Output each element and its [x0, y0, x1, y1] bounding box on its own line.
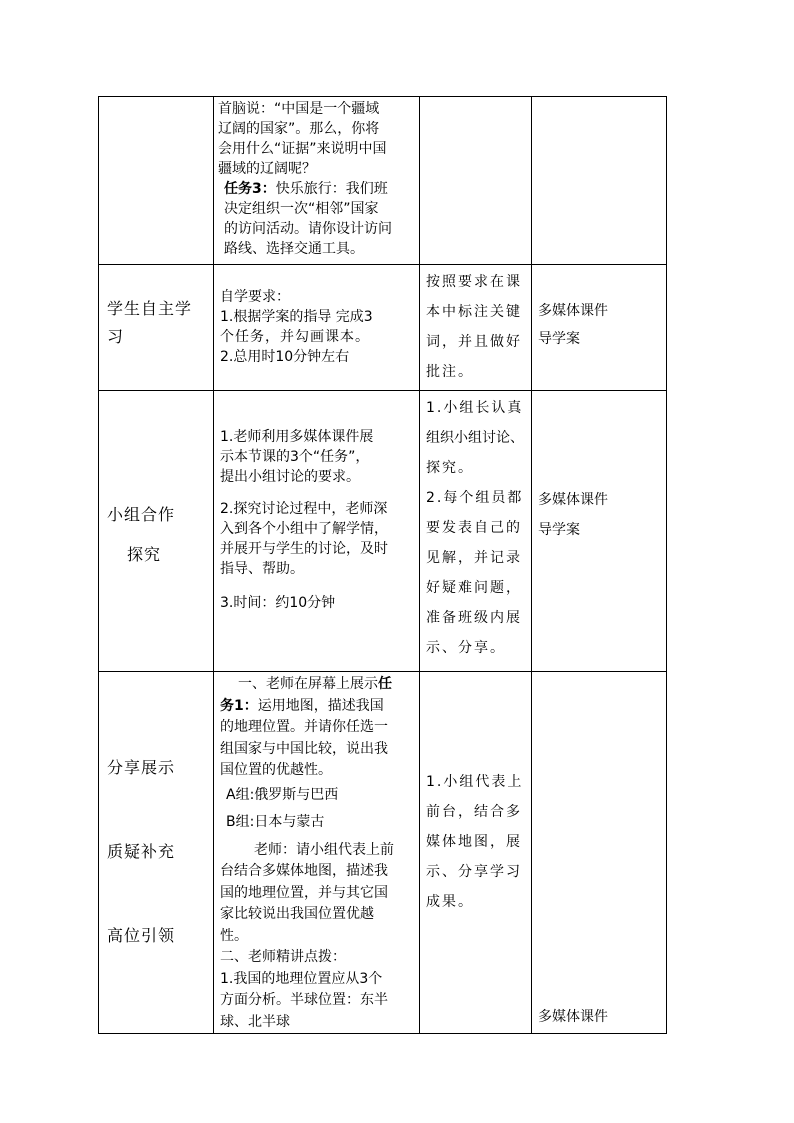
- row4-line: A组:俄罗斯与巴西: [226, 786, 339, 803]
- table-row: [99, 265, 667, 391]
- row3-line: 3.时间：约10分钟: [220, 595, 336, 611]
- row4-line: B组:日本与蒙古: [226, 813, 325, 830]
- resource-item: 多媒体课件: [538, 492, 608, 508]
- lesson-plan-table: [98, 96, 667, 1034]
- row4-col3-line: 成果。: [426, 894, 474, 910]
- row2-line: 2.总用时10分钟左右: [220, 349, 350, 365]
- row3-line: 1.老师利用多媒体课件展: [220, 429, 374, 445]
- row1-line: 的访问活动。请你设计访问: [224, 221, 392, 237]
- row3-line: 示本节课的3个“任务”，: [220, 449, 370, 465]
- row2-col1: [99, 265, 214, 391]
- row1-col3: [420, 97, 532, 265]
- row3-col3-line: 组织小组讨论、: [426, 430, 524, 446]
- row3-col3-line: 探究。: [426, 460, 474, 476]
- row-label: 高位引领: [107, 926, 176, 945]
- row2-col3-line: 词，并且做好: [426, 334, 522, 350]
- row2-col3-line: 本中标注关键: [426, 304, 522, 320]
- row4-col3: [420, 672, 532, 1034]
- table-row: [99, 391, 667, 672]
- table-row: [99, 97, 667, 265]
- row4-col3-line: 媒体地图，展: [426, 834, 522, 850]
- row2-col4: [532, 265, 667, 391]
- row3-col3-line: 好疑难问题，: [426, 580, 522, 596]
- resource-item: 导学案: [538, 522, 580, 538]
- row-label: 学生自主学: [107, 299, 193, 318]
- row3-col3: [420, 391, 532, 672]
- resource-item: 多媒体课件: [538, 303, 608, 319]
- row2-line: 自学要求：: [220, 289, 290, 305]
- row4-line: 台结合多媒体地图，描述我: [220, 863, 388, 879]
- row4-col1: [99, 672, 214, 1034]
- row3-col4: [532, 391, 667, 672]
- row4-line: 方面分析。半球位置：东半: [220, 992, 388, 1008]
- row3-col3-line: 见解，并记录: [426, 550, 522, 566]
- table-row: [99, 672, 667, 1034]
- row4-line: 老师：请小组代表上前: [254, 841, 394, 858]
- task1-label-b: 务1：: [220, 697, 258, 714]
- row3-col2: [214, 391, 420, 672]
- row4-line: 二、老师精讲点拨：: [220, 949, 346, 965]
- row4-line: 的地理位置。并请你任选一: [220, 719, 388, 735]
- row3-col3-line: 示、分享。: [426, 640, 506, 656]
- row-label: 探究: [127, 545, 162, 564]
- row4-line: 组国家与中国比较，说出我: [220, 740, 388, 757]
- row3-line: 入到各个小组中了解学情，: [220, 521, 388, 537]
- row4-line: 家比较说出我国位置优越: [220, 906, 374, 922]
- row-label: 习: [107, 327, 125, 346]
- row4-line: 球、北半球: [220, 1013, 290, 1030]
- row-label: 质疑补充: [107, 842, 176, 861]
- row1-line: 路线、选择交通工具。: [224, 241, 364, 257]
- row1-line: 会用什么“证据”来说明中国: [218, 141, 387, 157]
- row2-line: 个任务，并勾画课本。: [220, 329, 370, 345]
- row1-line: 快乐旅行：我们班: [275, 181, 388, 197]
- row4-col4: [532, 672, 667, 1034]
- row3-line: 并展开与学生的讨论，及时: [220, 541, 388, 557]
- row4-line: 国的地理位置，并与其它国: [220, 884, 388, 901]
- row3-col3-line: 2.每个组员都: [426, 490, 524, 506]
- row2-col3-line: 按照要求在课: [426, 274, 522, 290]
- row1-line: 辽阔的国家”。那么，你将: [218, 121, 380, 137]
- row3-line: 提出小组讨论的要求。: [220, 469, 360, 485]
- row4-line: 国位置的优越性。: [220, 762, 332, 778]
- row4-line: 运用地图，描述我国: [257, 697, 384, 714]
- row2-col3-line: 批注。: [426, 364, 474, 380]
- row4-col2: [214, 672, 420, 1034]
- row3-line: 2.探究讨论过程中，老师深: [220, 501, 388, 517]
- row2-line: 1.根据学案的指导 完成3: [220, 309, 373, 325]
- row4-col3-line: 前台，结合多: [426, 804, 522, 820]
- row1-col1: [99, 97, 214, 265]
- row4-line: 1.我国的地理位置应从3个: [220, 970, 383, 987]
- row3-col3-line: 1.小组长认真: [426, 400, 524, 416]
- row2-col3: [420, 265, 532, 391]
- row3-col3-line: 准备班级内展: [426, 610, 522, 626]
- task3-label: 任务3：: [224, 181, 276, 197]
- task1-label-a: 任: [378, 676, 392, 692]
- row4-line: 性。: [220, 927, 248, 944]
- row2-col2: [214, 265, 420, 391]
- row4-line: 一、老师在屏幕上展示: [238, 676, 378, 692]
- resource-item: 导学案: [538, 331, 580, 347]
- row4-col3-line: 示、分享学习: [426, 864, 522, 880]
- resource-item: 多媒体课件: [538, 1009, 608, 1025]
- row3-line: 指导、帮助。: [220, 561, 304, 577]
- row1-col2: [214, 97, 420, 265]
- row4-col3-line: 1.小组代表上: [426, 774, 524, 790]
- row3-col1: [99, 391, 214, 672]
- row1-line: 疆域的辽阔呢？: [218, 161, 316, 177]
- row1-line: 首脑说：“中国是一个疆域: [218, 101, 380, 117]
- row-label: 小组合作: [107, 505, 176, 524]
- row-label: 分享展示: [107, 758, 176, 777]
- row3-col3-line: 要发表自己的: [426, 520, 522, 536]
- row1-col4: [532, 97, 667, 265]
- row1-line: 决定组织一次“相邻”国家: [224, 201, 379, 217]
